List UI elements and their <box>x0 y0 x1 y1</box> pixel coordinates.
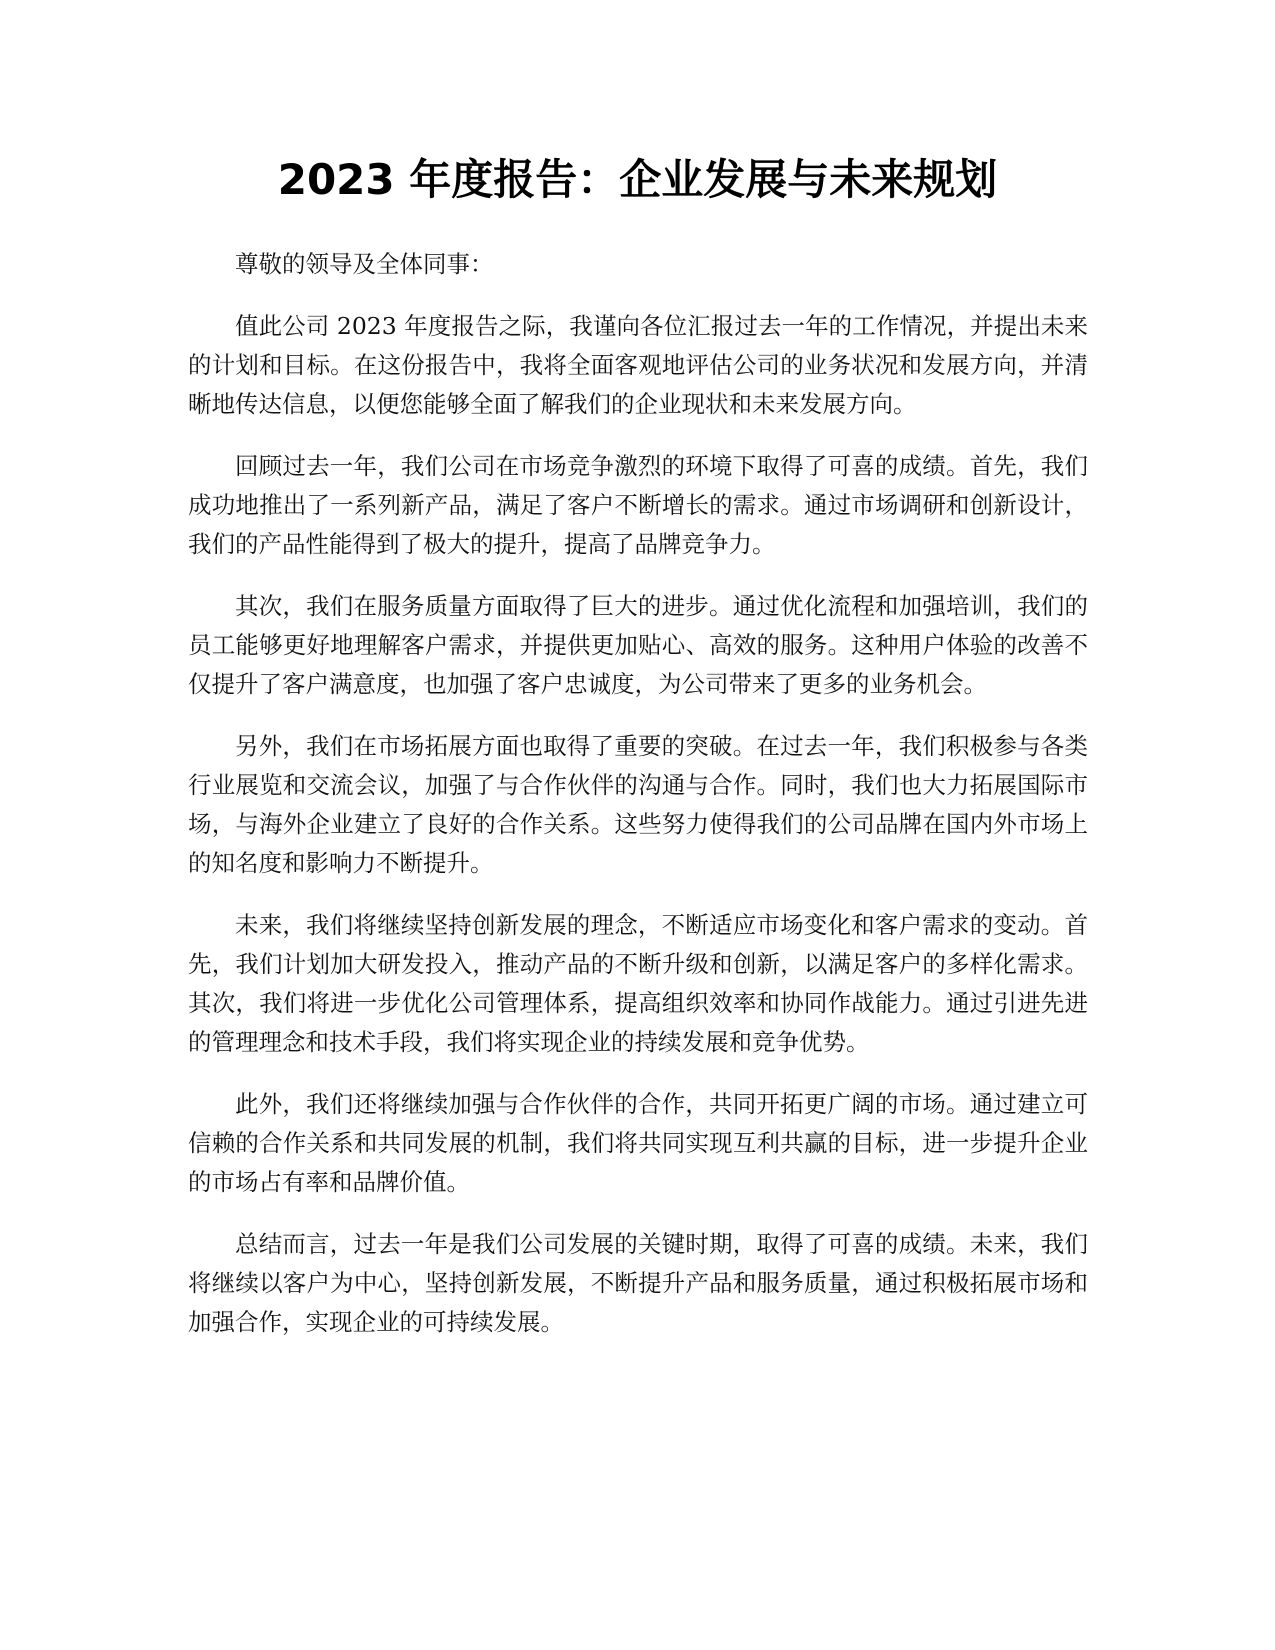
salutation-paragraph: 尊敬的领导及全体同事： <box>235 250 494 278</box>
body-paragraph: 值此公司 2023 年度报告之际，我谨向各位汇报过去一年的工作情况，并提出未来的计划和目标。在这份报告中，我将全面客观地评估公司的业务状况和发展方向，并清晰地传达信息，以便您能够全面了解我们的企业现状和未来发展方向。 <box>188 312 1088 418</box>
conclusion-paragraph: 总结而言，过去一年是我们公司发展的关键时期，取得了可喜的成绩。未来，我们将继续以客户为中心，坚持创新发展，不断提升产品和服务质量，通过积极拓展市场和加强合作，实现企业的可持续发展。 <box>188 1230 1088 1336</box>
document-title: 2023 年度报告：企业发展与未来规划 <box>277 155 998 204</box>
body-paragraph: 未来，我们将继续坚持创新发展的理念，不断适应市场变化和客户需求的变动。首先，我们计划加大研发投入，推动产品的不断升级和创新，以满足客户的多样化需求。其次，我们将进一步优化公司管理体系，提高组织效率和协同作战能力。通过引进先进的管理理念和技术手段，我们将实现企业的持续发展和竞争优势。 <box>188 911 1088 1056</box>
body-paragraph: 另外，我们在市场拓展方面也取得了重要的突破。在过去一年，我们积极参与各类行业展览和交流会议，加强了与合作伙伴的沟通与合作。同时，我们也大力拓展国际市场，与海外企业建立了良好的合作关系。这些努力使得我们的公司品牌在国内外市场上的知名度和影响力不断提升。 <box>188 732 1088 877</box>
body-paragraph: 其次，我们在服务质量方面取得了巨大的进步。通过优化流程和加强培训，我们的员工能够更好地理解客户需求，并提供更加贴心、高效的服务。这种用户体验的改善不仅提升了客户满意度，也加强了客户忠诚度，为公司带来了更多的业务机会。 <box>188 592 1088 698</box>
document-body <box>188 245 1088 1365</box>
body-paragraph: 此外，我们还将继续加强与合作伙伴的合作，共同开拓更广阔的市场。通过建立可信赖的合作关系和共同发展的机制，我们将共同实现互利共赢的目标，进一步提升企业的市场占有率和品牌价值。 <box>188 1090 1088 1196</box>
body-paragraph: 回顾过去一年，我们公司在市场竞争激烈的环境下取得了可喜的成绩。首先，我们成功地推出了一系列新产品，满足了客户不断增长的需求。通过市场调研和创新设计，我们的产品性能得到了极大的提升，提高了品牌竞争力。 <box>188 452 1088 558</box>
